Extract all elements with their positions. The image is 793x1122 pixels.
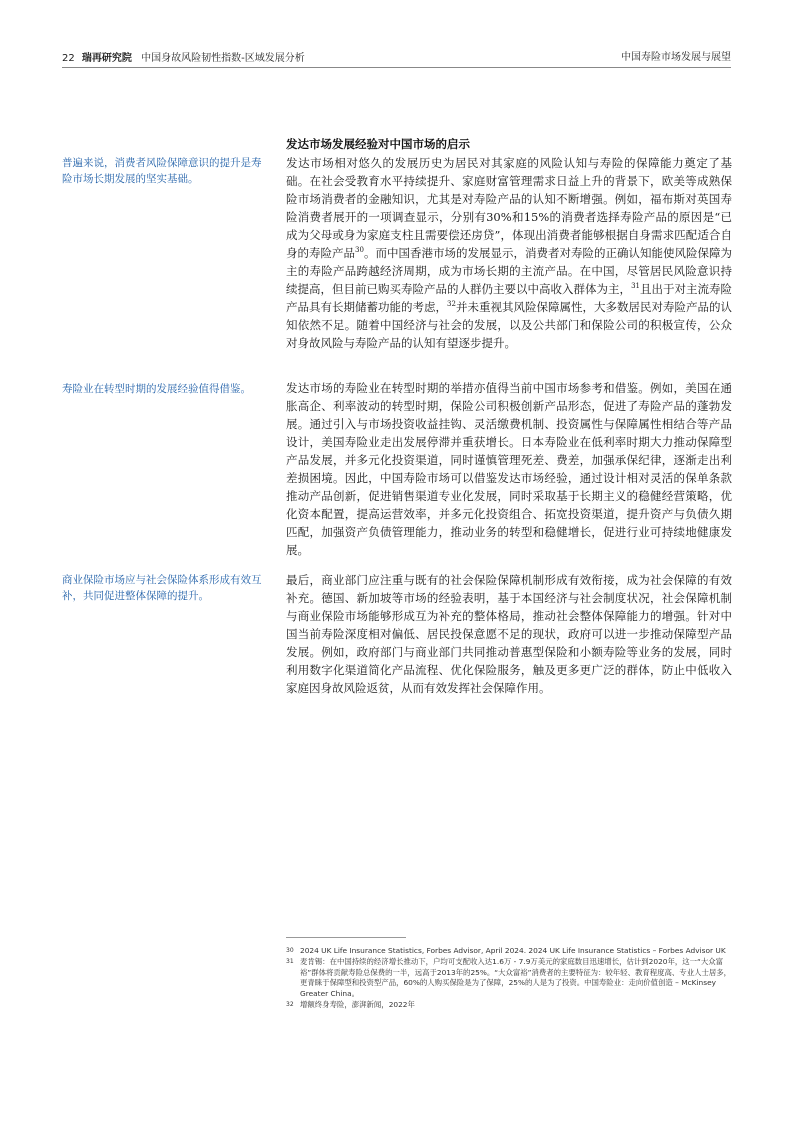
report-title: 中国身故风险韧性指数-区域发展分析 [141, 53, 305, 64]
margin-note-1: 普遍来说，消费者风险保障意识的提升是寿险市场长期发展的坚实基础。 [62, 157, 262, 185]
footnote-ref-32[interactable]: 32 [447, 300, 456, 309]
footnotes [286, 946, 732, 1011]
paragraph-1-text-c: 且出于对主流寿险产品具有长期储蓄功能的考虑， [286, 282, 733, 314]
footnote-number: 30 [286, 947, 294, 954]
footnote-divider [286, 937, 406, 938]
brand-name: 瑞再研究院 [81, 53, 132, 64]
paragraph-2: 发达市场的寿险业在转型时期的举措亦值得当前中国市场参考和借鉴。例如，美国在通胀高企、利率波动的转型时期，保险公司积极创新产品形态，促进了寿险产品的蓬勃发展。通过引入与市场投资收益挂钩、灵活缴费机制、投资属性与保障属性相结合等产品设计，美国寿险业走出发展停滞并重获增长。日本寿险业在低利率时期大力推动保障型产品发展，并多元化投资渠道，同时谨慎管理死差、费差，加强承保纪律，逐渐走出利差损困境。因此，中国寿险市场可以借鉴发达市场经验，通过设计相对灵活的保单条款推动产品创新，促进销售渠道专业化发展，同时采取基于长期主义的稳健经营策略，优化资本配置，提高运营效率，并多元化投资组合、拓宽投资渠道，提升资产与负债久期匹配，加强资产负债管理能力，推动业务的转型和稳健增长，促进行业可持续地健康发展。 [286, 381, 732, 557]
margin-note-3: 商业保险市场应与社会保险体系形成有效互补，共同促进整体保障的提升。 [62, 574, 262, 602]
paragraph-1-text-d: 并未重视其风险保障属性，大多数居民对寿险产品的认知依然不足。随着中国经济与社会的发展，以及公共部门和保险公司的积极宣传，公众对身故风险与寿险产品的认知有望逐步提升。 [286, 300, 732, 350]
header-divider [62, 67, 731, 68]
section-heading: 发达市场发展经验对中国市场的启示 [286, 137, 470, 151]
footnote-number: 32 [286, 1001, 294, 1009]
footnote-32 [286, 1000, 732, 1010]
footnote-ref-31[interactable]: 31 [631, 282, 640, 291]
page-header-left [62, 49, 305, 64]
paragraph-1 [286, 154, 732, 352]
paragraph-1-text-b: 。而中国香港市场的发展显示，消费者对寿险的正确认知能使风险保障为主的寿险产品跨越经济周期，成为市场长期的主流产品。在中国，尽管居民风险意识持续提高，但目前已购买寿险产品的人群仍主要以中高收入群体为主， [286, 246, 732, 296]
paragraph-1-text-a: 发达市场相对悠久的发展历史为居民对其家庭的风险认知与寿险的保障能力奠定了基础。在社会受教育水平持续提升、家庭财富管理需求日益上升的背景下，欧美等成熟保险市场消费者的金融知识，尤其是对寿险产品的认知不断增强。例如，福布斯对英国寿险消费者展开的一项调查显示，分别有30%和15%的消费者选择寿险产品的原因是“已成为父母或身为家庭支柱且需要偿还房贷”，体现出消费者能够根据自身需求匹配适合自身的寿险产品 [286, 156, 732, 260]
footnote-number: 31 [286, 958, 294, 966]
footnote-text: 麦肯锡：在中国持续的经济增长推动下，户均可支配收入达1.6万 - 7.9万美元的家庭数目迅速增长，估计到2020年，这一“大众富裕”群体将贡献寿险总保费的一半，远高于2013年的25%。“大众富裕”消费者的主要特征为：较年轻、教育程度高、专业人士居多，更青睐于保障型和投资型产品，60%的人购买保险是为了保障，25%的人是为了投资。中国寿险业：走向价值创造 – McKinsey Greater China。 [300, 957, 732, 998]
page-number: 22 [62, 53, 75, 64]
footnote-text: 2024 UK Life Insurance Statistics, Forbes Advisor, April 2024. 2024 UK Life Insurance Statistics – Forbes Advisor UK [300, 946, 726, 955]
footnote-31 [286, 957, 732, 999]
footnote-text: 增额终身寿险，澎湃新闻，2022年 [300, 1000, 415, 1010]
footnote-30 [286, 946, 732, 956]
paragraph-3: 最后，商业部门应注重与既有的社会保险保障机制形成有效衔接，成为社会保障的有效补充。德国、新加坡等市场的经验表明，基于本国经济与社会制度状况，社会保障机制与商业保险市场能够形成互为补充的整体格局，推动社会整体保障能力的增强。针对中国当前寿险深度相对偏低、居民投保意愿不足的现状，政府可以进一步推动保障型产品发展。例如，政府部门与商业部门共同推动普惠型保险和小额寿险等业务的发展，同时利用数字化渠道简化产品流程、优化保险服务，触及更多更广泛的群体，防止中低收入家庭因身故风险返贫，从而有效发挥社会保障作用。 [286, 573, 732, 695]
footnote-ref-30[interactable]: 30 [355, 246, 364, 255]
margin-note-2: 寿险业在转型时期的发展经验值得借鉴。 [62, 383, 251, 395]
chapter-title: 中国寿险市场发展与展望 [621, 52, 731, 63]
